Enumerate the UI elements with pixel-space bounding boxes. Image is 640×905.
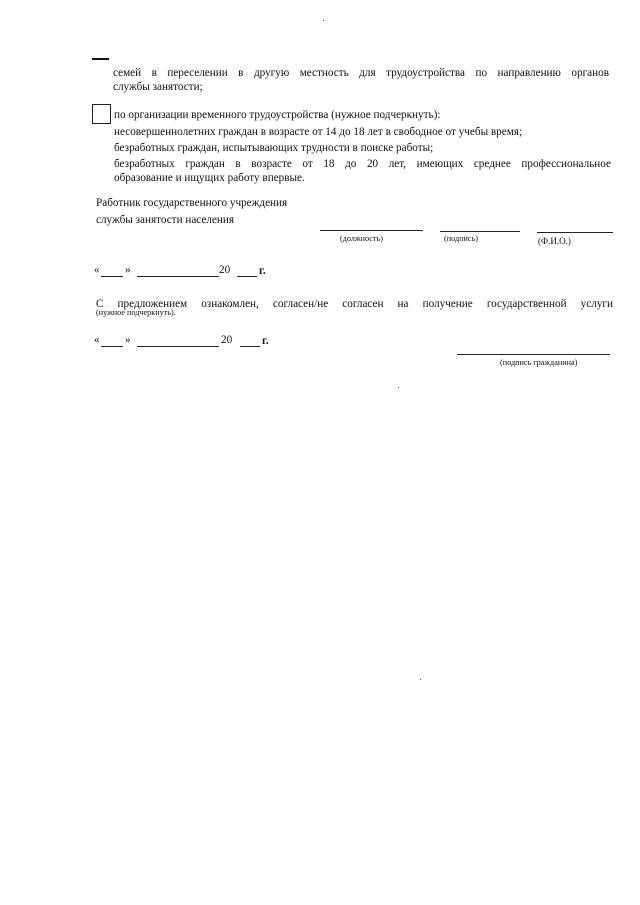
scan-speck	[398, 387, 399, 388]
consent-statement: С предложением ознакомлен, согласен/не согласен на получение государственной услуги	[96, 298, 613, 310]
date1-year-blank	[237, 276, 257, 277]
worker-name-caption: (Ф.И.О.)	[538, 236, 571, 246]
scan-speck	[323, 20, 324, 21]
worker-signature-line	[440, 231, 520, 232]
checkbox-remnant-line	[92, 58, 109, 60]
date1-year-suffix: г.	[259, 265, 266, 277]
worker-signature-caption: (подпись)	[444, 234, 478, 243]
worker-position-caption: (должность)	[340, 234, 383, 243]
worker-title-line-2: службы занятости населения	[96, 214, 235, 226]
date2-year-suffix: г.	[262, 335, 269, 347]
worker-name-line	[537, 232, 613, 233]
temporary-employment-option-3-line-1: безработных граждан в возрасте от 18 до 20 лет, имеющих среднее профессиональное	[114, 158, 611, 170]
temporary-employment-heading: по организации временного трудоустройства (нужное подчеркнуть):	[114, 109, 441, 121]
date2-century: 20	[221, 334, 233, 346]
date2-close-quote: »	[125, 334, 131, 346]
worker-title-line-1: Работник государственного учреждения	[96, 197, 288, 209]
date2-open-quote: «	[94, 334, 100, 346]
temporary-employment-checkbox[interactable]	[92, 104, 111, 124]
temporary-employment-option-3-line-2: образование и ищущих работу впервые.	[114, 172, 305, 184]
date1-month-blank	[137, 276, 219, 277]
date2-year-blank	[240, 346, 260, 347]
worker-position-line	[320, 230, 423, 231]
date2-day-blank	[101, 346, 123, 347]
date1-century: 20	[219, 264, 231, 276]
date1-open-quote: «	[94, 264, 100, 276]
temporary-employment-option-2: безработных граждан, испытывающих трудности в поиске работы;	[114, 142, 434, 154]
relocation-text-line-2: службы занятости;	[113, 81, 203, 93]
date2-month-blank	[137, 346, 219, 347]
date1-day-blank	[101, 276, 123, 277]
temporary-employment-option-1: несовершеннолетних граждан в возрасте от 14 до 18 лет в свободное от учебы время;	[114, 126, 523, 138]
relocation-text-line-1: семей в переселении в другую местность для трудоустройства по направлению органов	[113, 67, 609, 79]
consent-underline-note: (нужное подчеркнуть).	[96, 308, 176, 317]
citizen-signature-caption: (подпись гражданина)	[500, 358, 578, 367]
citizen-signature-line	[457, 354, 610, 355]
date1-close-quote: »	[125, 264, 131, 276]
scan-speck	[420, 679, 421, 680]
